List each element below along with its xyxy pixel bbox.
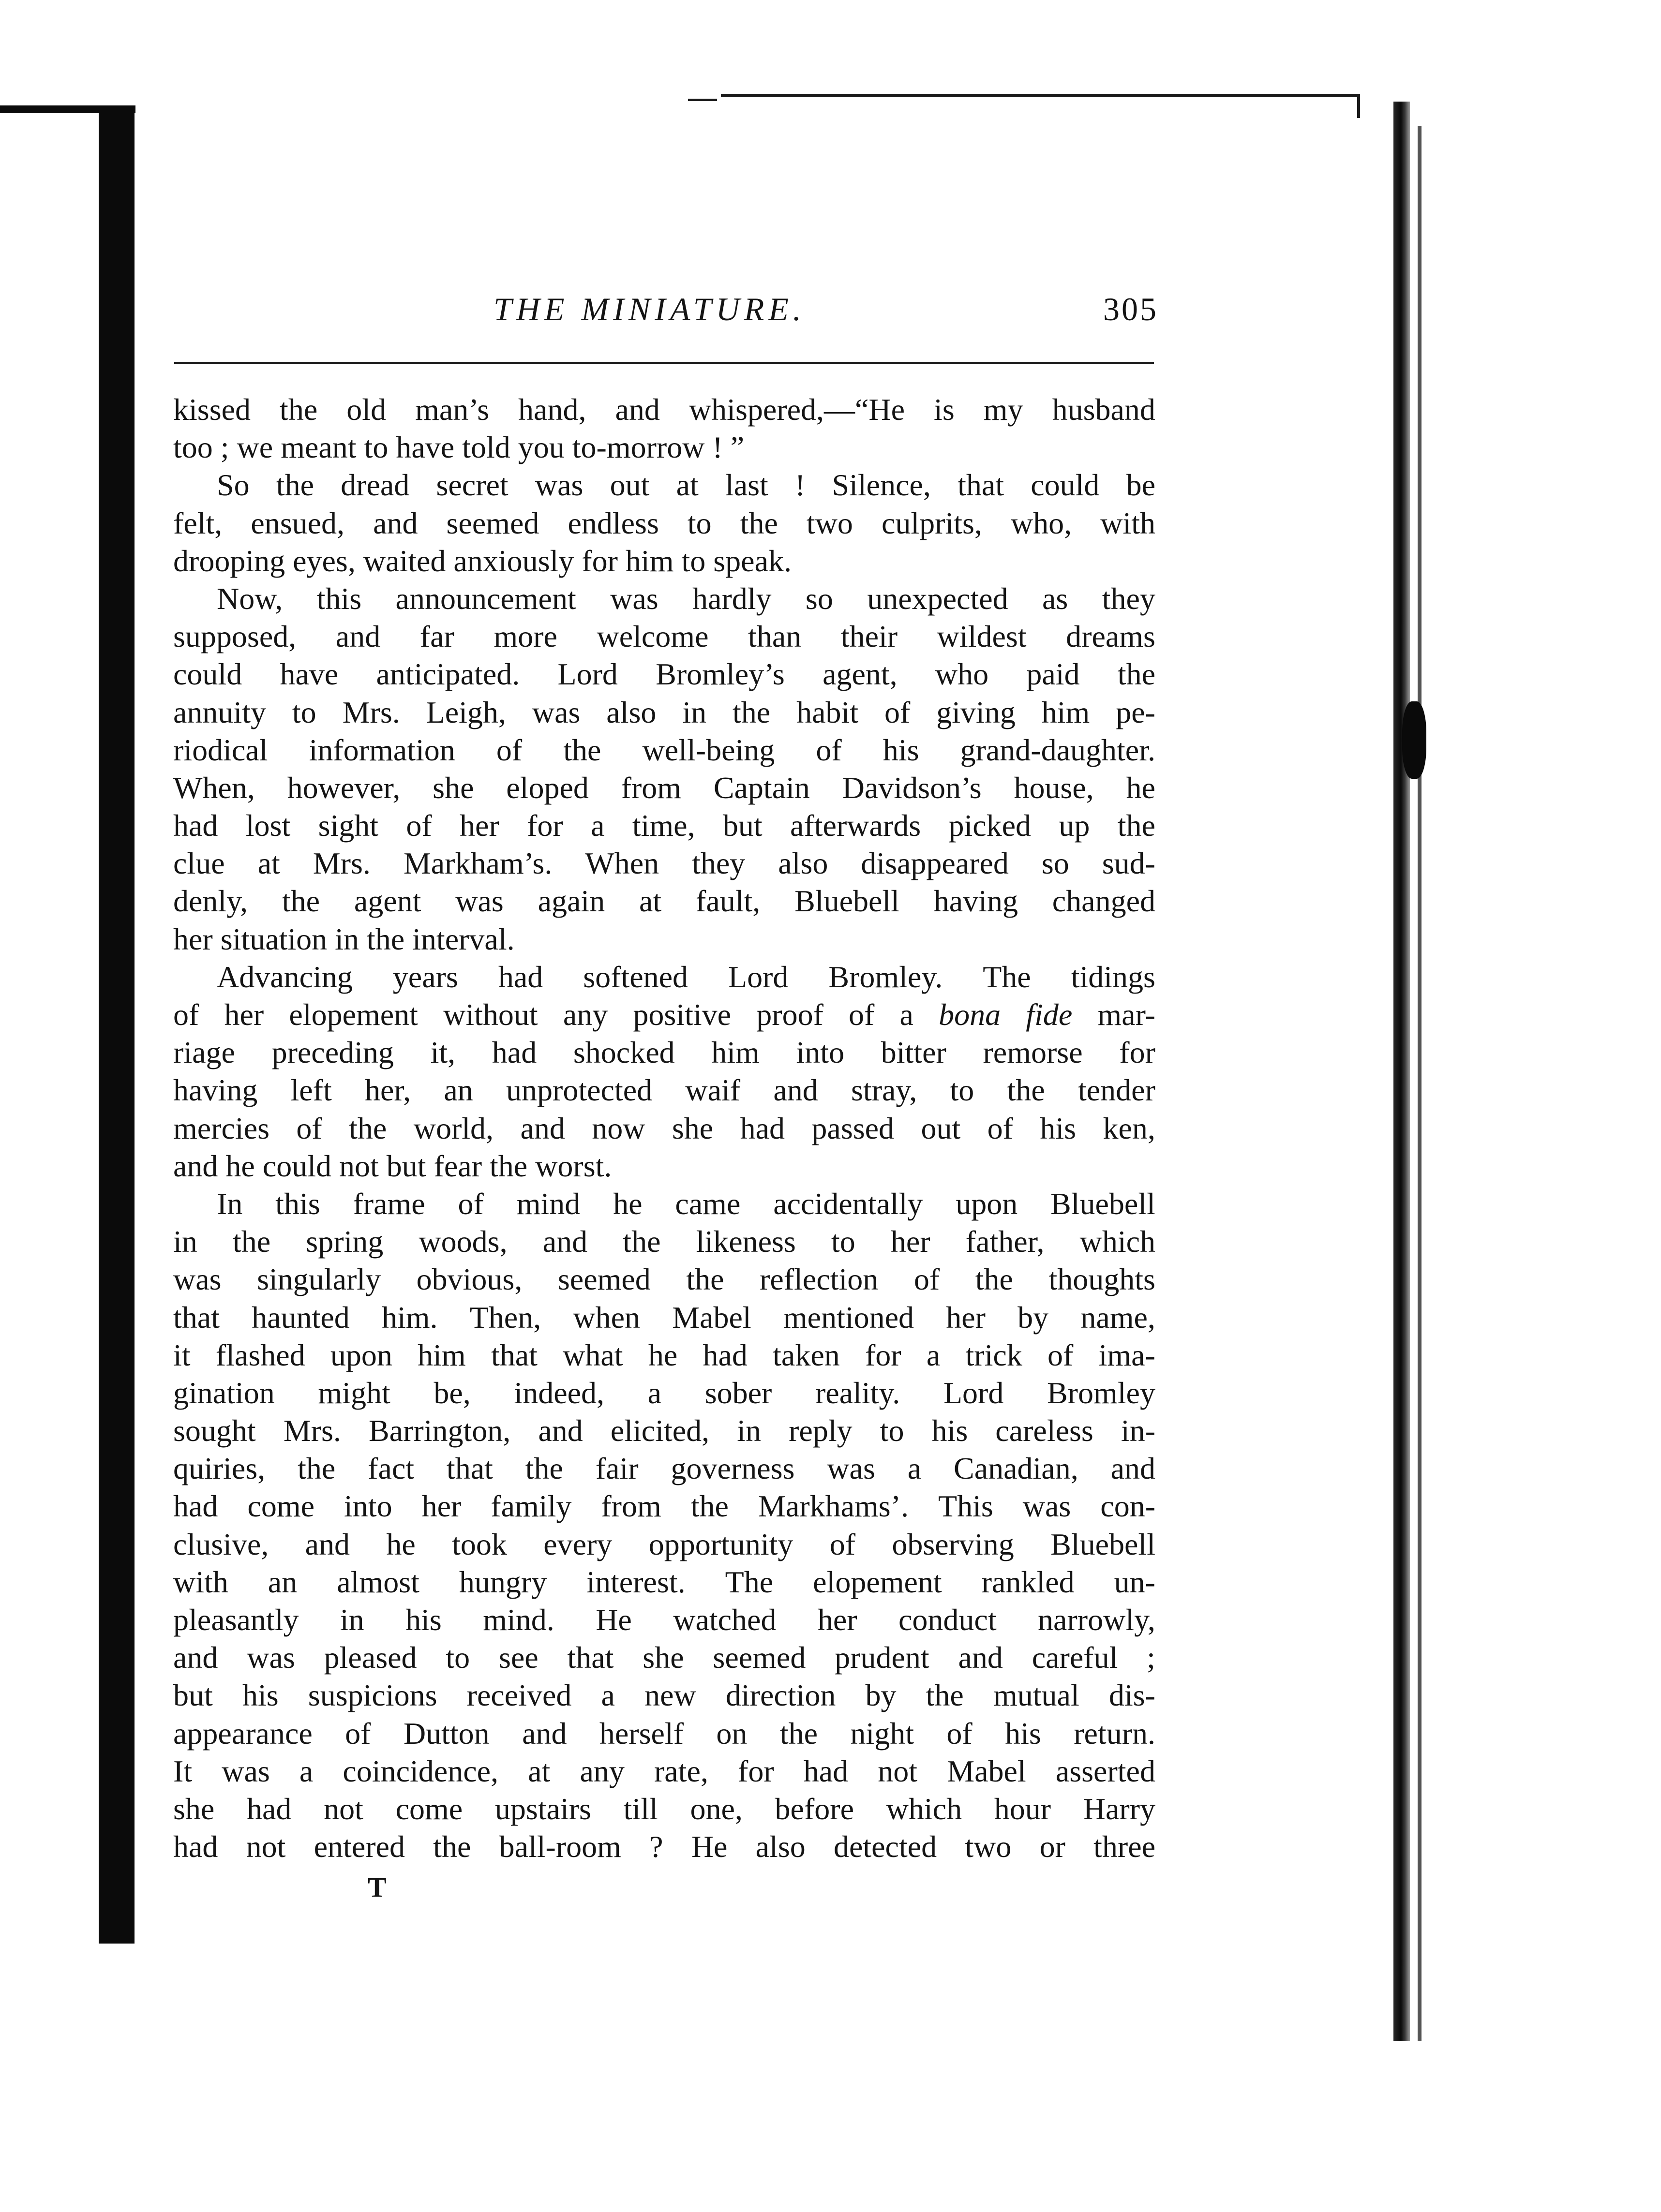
- running-title: THE MINIATURE.: [494, 291, 806, 327]
- text-line: in the spring woods, and the likeness to her father, which: [173, 1224, 1155, 1259]
- text-line: riodical information of the well-being of his grand-daughter.: [173, 732, 1155, 767]
- text-line: her situation in the interval.: [173, 921, 515, 956]
- scan-binding-shadow: [99, 110, 135, 1944]
- text-line: gination might be, indeed, a sober reality. Lord Bromley: [173, 1375, 1155, 1410]
- text-line: Now, this announcement was hardly so unexpected as they: [217, 581, 1155, 616]
- scan-top-rule: [721, 94, 1360, 97]
- text-line: that haunted him. Then, when Mabel mentioned her by name,: [173, 1300, 1155, 1335]
- text-line: and he could not but fear the worst.: [173, 1148, 612, 1183]
- text-line: could have anticipated. Lord Bromley’s agent, who paid the: [173, 657, 1155, 692]
- text-line: of her elopement without any positive proof of a bona fide mar-: [173, 997, 1155, 1032]
- text-line: had come into her family from the Markhams’. This was con-: [173, 1489, 1155, 1524]
- text-line: but his suspicions received a new direction by the mutual dis-: [173, 1678, 1155, 1713]
- scan-page-edge: [1393, 102, 1410, 2041]
- text-line: with an almost hungry interest. The elopement rankled un-: [173, 1564, 1155, 1599]
- text-line: It was a coincidence, at any rate, for had not Mabel asserted: [173, 1753, 1155, 1788]
- text-line: In this frame of mind he came accidentally upon Bluebell: [217, 1186, 1155, 1221]
- text-line: kissed the old man’s hand, and whispered,—“He is my husband: [173, 392, 1155, 427]
- text-line: and was pleased to see that she seemed prudent and careful ;: [173, 1640, 1155, 1675]
- text-line: supposed, and far more welcome than their wildest dreams: [173, 619, 1155, 654]
- text-line: clue at Mrs. Markham’s. When they also disappeared so sud-: [173, 846, 1155, 881]
- text-line: it flashed upon him that what he had taken for a trick of ima-: [173, 1337, 1155, 1372]
- scan-top-rule-hook: [1357, 94, 1360, 118]
- text-line: quiries, the fact that the fair governess was a Canadian, and: [173, 1451, 1155, 1486]
- text-line: she had not come upstairs till one, before which hour Harry: [173, 1791, 1155, 1826]
- page-number: 305: [1103, 291, 1158, 327]
- text-line: was singularly obvious, seemed the reflection of the thoughts: [173, 1262, 1155, 1297]
- text-line: pleasantly in his mind. He watched her conduct narrowly,: [173, 1603, 1155, 1637]
- signature-mark: T: [368, 1871, 387, 1903]
- scan-ink-blob: [1402, 701, 1426, 779]
- header-rule: [174, 362, 1154, 364]
- text-line: So the dread secret was out at last ! Silence, that could be: [217, 468, 1155, 503]
- text-line: clusive, and he took every opportunity of observing Bluebell: [173, 1527, 1155, 1561]
- text-line: denly, the agent was again at fault, Bluebell having changed: [173, 884, 1155, 919]
- text-line: When, however, she eloped from Captain Davidson’s house, he: [173, 770, 1155, 805]
- scan-rule-fragment: [688, 99, 717, 101]
- text-line: felt, ensued, and seemed endless to the two culprits, who, with: [173, 505, 1155, 540]
- text-line: having left her, an unprotected waif and stray, to the tender: [173, 1073, 1155, 1108]
- text-line: too ; we meant to have told you to-morrow ! ”: [173, 430, 745, 465]
- text-line: had lost sight of her for a time, but afterwards picked up the: [173, 808, 1155, 843]
- text-line: riage preceding it, had shocked him into bitter remorse for: [173, 1035, 1155, 1070]
- text-line: annuity to Mrs. Leigh, was also in the habit of giving him pe-: [173, 695, 1155, 729]
- text-line: sought Mrs. Barrington, and elicited, in reply to his careless in-: [173, 1413, 1155, 1448]
- text-line: appearance of Dutton and herself on the night of his return.: [173, 1716, 1155, 1751]
- text-line: had not entered the ball-room ? He also detected two or three: [173, 1829, 1155, 1864]
- scan-page-edge-thin: [1418, 126, 1422, 2041]
- text-line: Advancing years had softened Lord Bromley. The tidings: [217, 959, 1155, 994]
- text-line: mercies of the world, and now she had passed out of his ken,: [173, 1111, 1155, 1145]
- body-text: [173, 391, 1155, 1866]
- text-line: drooping eyes, waited anxiously for him to speak.: [173, 543, 792, 578]
